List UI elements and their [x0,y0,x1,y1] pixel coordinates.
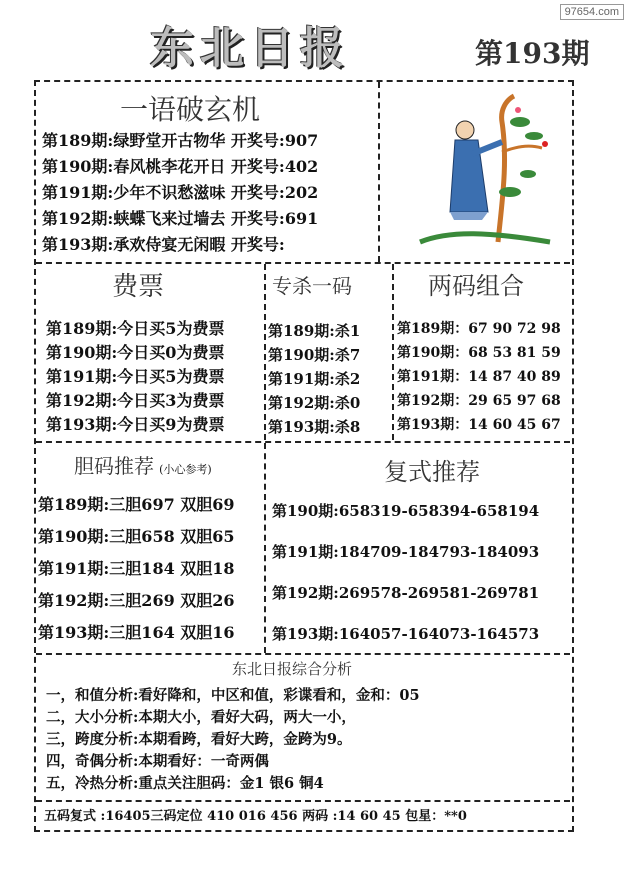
oracle-row [42,154,318,180]
kill-row: 第192期:杀0 [268,394,361,412]
combo-list [272,500,539,664]
divider-fee-kill [264,264,266,440]
divider-row-2 [36,441,570,443]
pair-row: 第192期：29 65 97 68 [397,393,561,409]
analysis-row [46,750,420,772]
divider-row-1 [36,262,570,264]
bold-row: 第191期:三胆184 双胆18 [38,559,235,578]
analysis-row [46,728,420,750]
oracle-period: 第189期: [42,131,114,150]
bold-list [38,492,235,652]
kill-list [268,320,360,440]
analysis-row [46,772,420,794]
bold-row: 第189期:三胆697 双胆69 [38,495,235,514]
fee-row: 第193期:今日买9为费票 [46,415,225,434]
oracle-label: 开奖号: [230,183,285,202]
oracle-number: 907 [284,131,319,150]
oracle-period: 第190期: [42,157,114,176]
sage-figure [450,121,502,220]
kill-row: 第193期:杀8 [268,418,361,436]
oracle-row [42,206,318,232]
analysis-text: 本期看好：一奇两偶 [138,753,269,770]
analysis-label: 一，和值分析: [46,687,139,704]
combo-row: 第190期:658319-658394-658194 [272,502,540,520]
analysis-label: 四，奇偶分析: [46,753,139,770]
divider-footer [36,800,570,802]
analysis-title: 东北日报综合分析 [232,660,353,678]
kill-row: 第190期:杀7 [268,346,361,364]
bold-row: 第190期:三胆658 双胆65 [38,527,235,546]
fee-title: 费票 [112,272,165,302]
oracle-verse: 承欢侍宴无闲暇 [113,235,226,254]
pair-row: 第189期：67 90 72 98 [397,321,561,337]
footer-summary: 五码复式 :16405三码定位 410 016 456 两码 :14 60 45 包星：**0 [44,809,467,824]
oracle-period: 第191期: [42,183,114,202]
oracle-number: 402 [284,157,319,176]
oracle-row [42,232,318,258]
site-watermark: 97654.com [560,4,624,20]
ground [420,234,550,242]
kill-row: 第191期:杀2 [268,370,361,388]
analysis-label: 五，冷热分析: [46,775,139,792]
pair-row: 第193期：14 60 45 67 [397,417,561,433]
oracle-verse: 春风桃李花开日 [113,157,226,176]
sage-illustration [410,92,560,252]
pair-row: 第191期：14 87 40 89 [397,369,561,385]
fee-row: 第191期:今日买5为费票 [46,367,225,386]
oracle-number: 202 [284,183,319,202]
divider-bold-combo [264,443,266,653]
analysis-label: 三，跨度分析: [46,731,139,748]
combo-title: 复式推荐 [384,458,480,486]
oracle-verse: 蛱蝶飞来过墙去 [113,209,226,228]
oracle-list [42,128,318,258]
oracle-row [42,128,318,154]
kill-title: 专杀一码 [272,274,352,298]
oracle-label: 开奖号: [230,235,285,254]
tree-branch [498,96,514,242]
divider-oracle-image [378,82,380,262]
pair-title: 两码组合 [428,272,524,300]
combo-row: 第193期:164057-164073-164573 [272,625,540,643]
fee-list [46,316,224,436]
analysis-row [46,706,420,728]
oracle-verse: 少年不识愁滋味 [113,183,226,202]
bold-row: 第193期:三胆164 双胆16 [38,623,235,642]
fee-row: 第192期:今日买3为费票 [46,391,225,410]
masthead-title: 东北日报 [150,23,350,74]
oracle-title: 一语破玄机 [120,93,261,126]
oracle-label: 开奖号: [230,209,285,228]
oracle-verse: 绿野堂开古物华 [113,131,226,150]
divider-kill-pair [392,264,394,440]
analysis-label: 二，大小分析: [46,709,139,726]
bold-note: (小心参考) [159,463,212,476]
analysis-text: 本期看跨，看好大跨，金跨为9。 [138,731,352,748]
analysis-section [46,658,420,794]
analysis-text: 看好降和，中区和值，彩谍看和，金和：05 [138,687,420,704]
oracle-period: 第193期: [42,235,114,254]
analysis-text: 重点关注胆码：金1 银6 铜4 [138,775,324,792]
combo-row: 第191期:184709-184793-184093 [272,543,540,561]
combo-row: 第192期:269578-269581-269781 [272,584,540,602]
fee-row: 第190期:今日买0为费票 [46,343,225,362]
oracle-number: 691 [284,209,319,228]
oracle-label: 开奖号: [230,131,285,150]
oracle-row [42,180,318,206]
oracle-label: 开奖号: [230,157,285,176]
bold-header [74,450,212,479]
bold-title: 胆码推荐 [74,454,154,478]
fee-row: 第189期:今日买5为费票 [46,319,225,338]
analysis-text: 本期大小，看好大码，两大一小， [138,709,356,726]
oracle-period: 第192期: [42,209,114,228]
pair-list [397,318,561,438]
pair-row: 第190期：68 53 81 59 [397,345,561,361]
bold-row: 第192期:三胆269 双胆26 [38,591,235,610]
issue-number: 第193期 [475,37,590,70]
kill-row: 第189期:杀1 [268,322,361,340]
analysis-row [46,684,420,706]
